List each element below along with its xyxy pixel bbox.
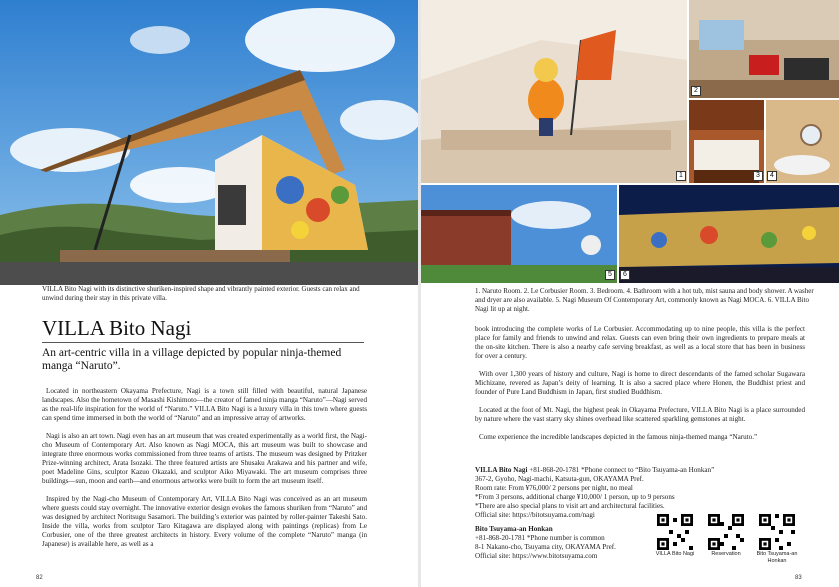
room-photos-caption: 1. Naruto Room. 2. Le Corbusier Room. 3. Bedroom. 4. Bathroom with a hot tub, mist sauna and body shower. A washer and dryer are also available. 5. Nagi Museum Of Contemporary Art, commonly known as Nagi MOCA. 6. VILLA Bito Nagi lit up at night. bbox=[475, 287, 814, 313]
left-paragraph-3: Inspired by the Nagi-cho Museum of Contemporary Art, VILLA Bito Nagi was conceived as an art museum where guests could stay overnight. The innovative exterior design evokes the famous shuriken from “Naruto” and was designed by architect Noritsugu Sasamori. The building’s exterior was painted by roller-painter Takeshi Sato. Inside the villa, works from sculptor Taro Kitagawa are displayed along with paintings (replicas) from Le Corbusier, one of the three greatest architects in history. Every volume of the complete “Naruto” manga (in Japanese) is available here, as well as a bbox=[42, 495, 367, 548]
villa-official-site[interactable]: Official site: https://bitotsuyama.com/nagi bbox=[475, 511, 595, 519]
photo-badge-6: 6 bbox=[620, 270, 630, 280]
qr-label-honkan: Bito Tsuyama-an Honkan bbox=[756, 551, 798, 564]
right-paragraph-4: Come experience the incredible landscapes depicted in the famous ninja-themed manga “Naruto.” bbox=[479, 433, 758, 441]
nagi-moca-photo bbox=[421, 185, 617, 283]
room-rate: Room rate: From ¥76,000/ 2 persons per night, no meal bbox=[475, 484, 633, 492]
right-body-text bbox=[475, 325, 805, 451]
right-paragraph-1: book introducing the complete works of Le Corbusier. Accommodating up to nine people, this villa is the perfect place for family and friends to unwind and relax. Guests can even bring their own ingredients to prepare meals at the on-site kitchen. There is also a nearby cafe serving breakfast, as well as a local store that has been in business for over a century. bbox=[475, 325, 805, 360]
photo-badge-2: 2 bbox=[691, 86, 701, 96]
qr-code-reservation[interactable] bbox=[708, 514, 744, 550]
villa-phone: +81-868-20-1781 *Phone connect to “Bito Tsuyama-an Honkan” bbox=[527, 466, 715, 474]
left-page bbox=[0, 0, 418, 587]
qr-code-villa[interactable] bbox=[657, 514, 693, 550]
naruto-room-photo bbox=[421, 0, 687, 183]
qr-label-reservation: Reservation bbox=[711, 551, 741, 557]
honkan-phone: +81-868-20-1781 *Phone number is common bbox=[475, 534, 605, 542]
page-number-left: 82 bbox=[36, 575, 43, 581]
right-paragraph-3: Located at the foot of Mt. Nagi, the highest peak in Okayama Prefecture, VILLA Bito Nagi is a place surrounded by nature where the vast starry sky shines overhead like scattered sparkling gemstones at night. bbox=[475, 406, 805, 423]
right-paragraph-2: With over 1,300 years of history and culture, Nagi is home to direct descendants of the famed scholar Sugawara Michizane, revered as Japan’s deity of learning. It is also a sacred place where Honen, the Buddhist priest and founder of Pure Land Buddhism in Japan, first studied Buddhism. bbox=[475, 370, 805, 396]
photo-badge-3: 3 bbox=[753, 171, 763, 181]
photo-badge-1: 1 bbox=[676, 171, 686, 181]
photo-badge-5: 5 bbox=[605, 270, 615, 280]
title-rule bbox=[42, 342, 364, 343]
special-plans: *There are also special plans to visit art and architectural facilities. bbox=[475, 502, 665, 510]
article-subtitle: An art-centric villa in a village depicted by popular ninja-themed manga “Naruto”. bbox=[42, 347, 342, 372]
left-paragraph-2: Nagi is also an art town. Nagi even has an art museum that was created experimentally as a world first, the Nagi-cho Museum of Contemporary Art. Also known as Nagi MOCA, this art museum was built to showcase and integrate three enormous works commissioned from three teams of artists. The museum was designed by Pritzker Prize-winning architect, Arata Isozaki. The three featured artists are Shusaku Arakawa and his partner and wife, poet Madeline Gins, sculptor Kazuo Okazaki, and sculptor Aiko Miyawaki. The art museum comprises three buildings—sun, moon and earth—and enormous artworks were built to form the art museum itself. bbox=[42, 432, 367, 485]
extra-charge: *From 3 persons, additional charge ¥10,000/ 1 person, up to 9 persons bbox=[475, 493, 675, 501]
villa-address: 367-2, Gyoho, Nagi-machi, Katsuta-gun, OKAYAMA Pref. bbox=[475, 475, 644, 483]
right-page bbox=[421, 0, 839, 587]
villa-info-block bbox=[475, 466, 805, 561]
left-paragraph-1: Located in northeastern Okayama Prefecture, Nagi is a town still filled with beautiful, natural Japanese landscapes. Also the hometown of Masashi Kishimoto—the creator of famed ninja manga “Naruto”—Nagi served as the real-life inspiration for the world of “Naruto.” VILLA Bito Nagi is a luxury villa in this town where guests can spend time immersed in both the world of “Naruto” and an impressive array of artworks. bbox=[42, 387, 367, 422]
le-corbusier-room-photo bbox=[689, 0, 839, 98]
qr-code-honkan[interactable] bbox=[759, 514, 795, 550]
page-number-right: 83 bbox=[795, 575, 802, 581]
honkan-name: Bito Tsuyama-an Honkan bbox=[475, 525, 553, 533]
honkan-address: 8-1 Nakano-cho, Tsuyama city, OKAYAMA Pref. bbox=[475, 543, 616, 551]
photo-badge-4: 4 bbox=[767, 171, 777, 181]
exterior-photo-caption: VILLA Bito Nagi with its distinctive shuriken-inspired shape and vibrantly painted exterior. Guests can relax and unwind during their stay in this private villa. bbox=[42, 285, 360, 302]
honkan-official-site[interactable]: Official site: https://www.bitotsuyama.com bbox=[475, 552, 598, 560]
left-body-text bbox=[42, 387, 367, 558]
qr-label-villa: VILLA Bito Nagi bbox=[655, 551, 695, 557]
villa-night-photo bbox=[619, 185, 839, 283]
villa-exterior-photo bbox=[0, 0, 418, 285]
article-title: VILLA Bito Nagi bbox=[42, 316, 192, 340]
villa-name: VILLA Bito Nagi bbox=[475, 466, 528, 474]
